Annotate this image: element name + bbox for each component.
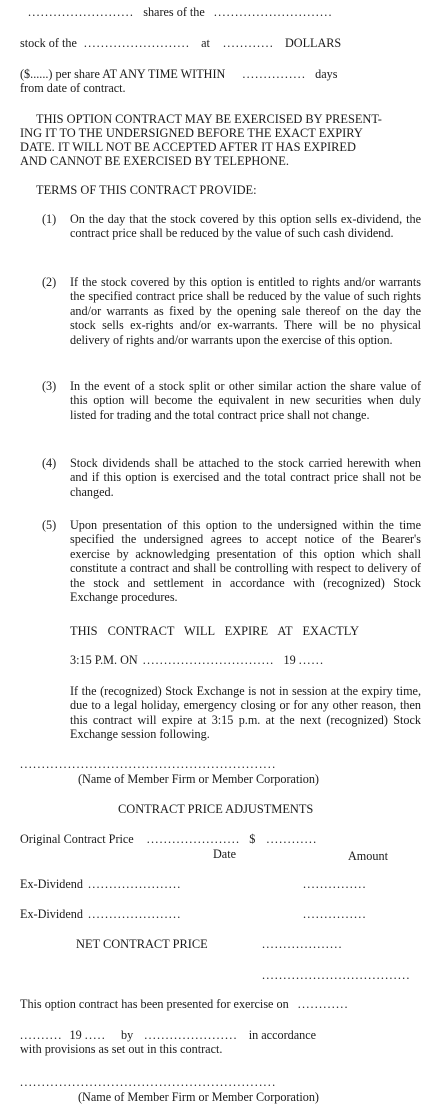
term-number: (5) xyxy=(42,518,57,532)
exdividend-label: Ex-Dividend xyxy=(20,907,83,921)
expiry-date-line xyxy=(70,653,324,667)
fill-blank: ............ xyxy=(266,832,318,846)
by-label: by xyxy=(121,1028,134,1042)
term-text: In the event of a stock split or other similar action the share value of this option will become the equivalent in new securities when duly listed for trading and the total contract price shall not change. xyxy=(70,379,421,422)
fill-blank: ...................... xyxy=(146,832,241,846)
fill-blank: ...................... xyxy=(88,877,182,891)
notice-line-2: ING IT TO THE UNDERSIGNED BEFORE THE EXACT EXPIRY xyxy=(20,126,363,140)
exercise-line-3: with provisions as set out in this contract. xyxy=(20,1042,223,1056)
header-line-3 xyxy=(20,67,337,81)
adjustments-heading: CONTRACT PRICE ADJUSTMENTS xyxy=(118,802,314,816)
exdividend-row xyxy=(20,907,181,921)
exercise-line-2 xyxy=(20,1028,316,1042)
term-number: (3) xyxy=(42,379,57,393)
terms-heading: TERMS OF THIS CONTRACT PROVIDE: xyxy=(36,183,257,197)
exercise-text: This option contract has been presented for exercise on xyxy=(20,997,289,1011)
net-contract-price-label: NET CONTRACT PRICE xyxy=(76,937,208,951)
signature-caption: (Name of Member Firm or Member Corporation) xyxy=(78,1090,319,1104)
year-prefix: 19 xyxy=(283,653,296,667)
term-number: (2) xyxy=(42,275,57,289)
year-prefix: 19 xyxy=(69,1028,82,1042)
signature-line: ........................................................... xyxy=(20,1075,277,1089)
fill-blank: ............................ xyxy=(213,5,333,19)
dollar-sign: $ xyxy=(249,832,256,846)
header-line-4: from date of contract. xyxy=(20,81,126,95)
fill-blank: ............ xyxy=(222,36,274,50)
fill-blank: ............... xyxy=(242,67,307,81)
signature-line: ........................................................... xyxy=(20,757,277,771)
fill-blank: ................................... xyxy=(262,968,411,982)
term-text: If the stock covered by this option is entitled to rights and/or warrants the specified contract price shall be reduced by the value of such rights and/or warrants as fixed by the opening sale thereof on the day the stock sells ex-rights and/or ex-warrants. There will be no physical delivery of rights and/or warrants upon the exercise of this option. xyxy=(70,275,421,347)
per-share-label: ($......) per share AT ANY TIME WITHIN xyxy=(20,67,226,81)
fill-blank: ......................... xyxy=(83,36,191,50)
date-column-label: Date xyxy=(213,847,237,861)
header-line-1 xyxy=(28,5,333,19)
fill-blank: .......... xyxy=(20,1028,63,1042)
notice-line-3: DATE. IT WILL NOT BE ACCEPTED AFTER IT HAS EXPIRED xyxy=(20,140,356,154)
fill-blank: ...................... xyxy=(144,1028,238,1042)
term-text: On the day that the stock covered by this option sells ex-dividend, the contract price shall be reduced by the value of such cash dividend. xyxy=(70,212,421,241)
stock-of-label: stock of the xyxy=(20,36,77,50)
exdividend-row xyxy=(20,877,181,891)
at-label: at xyxy=(201,36,210,50)
fill-blank: ..... xyxy=(84,1028,106,1042)
original-price-row xyxy=(20,832,317,846)
fill-blank: ...................... xyxy=(88,907,182,921)
exdividend-label: Ex-Dividend xyxy=(20,877,83,891)
amount-column-label: Amount xyxy=(348,849,388,863)
term-text: Stock dividends shall be attached to the stock carried herewith when and if this option is exercised and the total contract price shall not be changed. xyxy=(70,456,421,499)
expiry-time-label: 3:15 P.M. ON xyxy=(70,653,138,667)
fill-blank: ................... xyxy=(262,937,343,951)
fill-blank: ......................... xyxy=(28,5,135,19)
fill-blank: ............... xyxy=(303,877,367,891)
notice-line-4: AND CANNOT BE EXERCISED BY TELEPHONE. xyxy=(20,154,289,168)
term-number: (4) xyxy=(42,456,57,470)
signature-caption: (Name of Member Firm or Member Corporation) xyxy=(78,772,319,786)
dollars-label: DOLLARS xyxy=(285,36,342,50)
term-number: (1) xyxy=(42,212,57,226)
term-text: Upon presentation of this option to the undersigned within the time specified the undersigned agrees to accept notice of the Bearer's exercise by acknowledging presentation of this option which shall constitute a contract and shall be controlling with respect to delivery of the stock and settlement in accordance with (recognized) Stock Exchange procedures. xyxy=(70,518,421,604)
fill-blank: ............ xyxy=(297,997,349,1011)
original-price-label: Original Contract Price xyxy=(20,832,134,846)
fill-blank: ............................... xyxy=(142,653,275,667)
fill-blank: ...... xyxy=(298,653,325,667)
expiry-paragraph: If the (recognized) Stock Exchange is not in session at the expiry time, due to a legal holiday, emergency closing or for any other reason, then this contract will expire at 3:15 p.m. at the next (recognized) Stock Exchange session following. xyxy=(70,684,421,742)
notice-line-1: THIS OPTION CONTRACT MAY BE EXERCISED BY PRESENT- xyxy=(36,112,382,126)
shares-label: shares of the xyxy=(143,5,205,19)
header-line-2 xyxy=(20,36,341,50)
exercise-line-1 xyxy=(20,997,349,1011)
days-label: days xyxy=(315,67,338,81)
fill-blank: ............... xyxy=(303,907,367,921)
accordance-text: in accordance xyxy=(248,1028,317,1042)
expiry-line: THIS CONTRACT WILL EXPIRE AT EXACTLY xyxy=(70,624,360,638)
